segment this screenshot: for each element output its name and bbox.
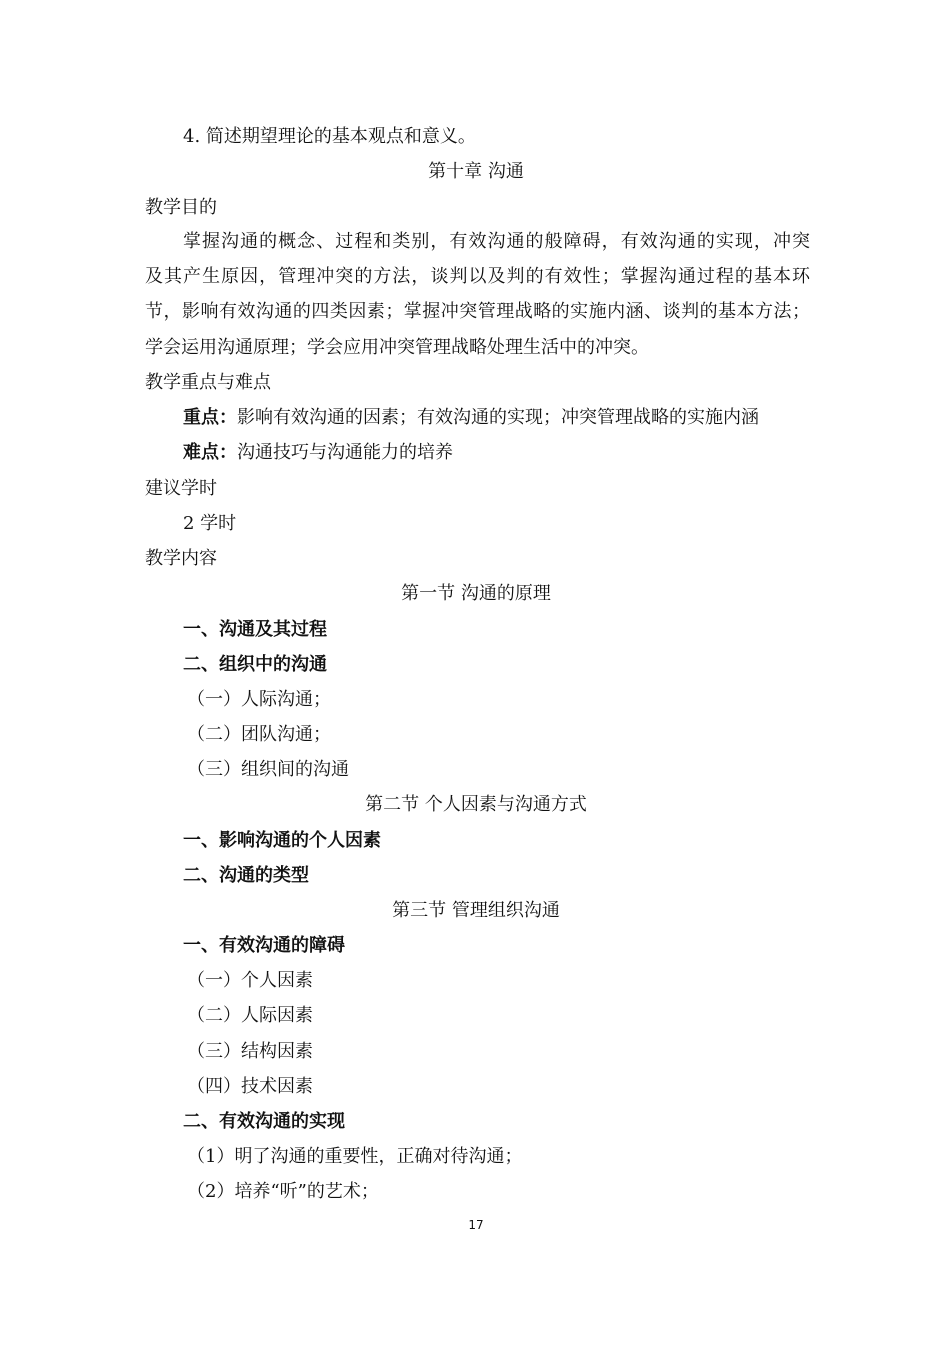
section-1-item-3: （三）组织间的沟通 [187, 759, 349, 780]
section-3-item-2: （二）人际因素 [187, 1005, 313, 1026]
section-2-title: 第二节 个人因素与沟通方式 [365, 794, 587, 815]
chapter-title: 第十章 沟通 [428, 161, 524, 182]
section-1-heading-2: 二、组织中的沟通 [183, 654, 327, 675]
key-point-line [183, 406, 759, 430]
section-1-title: 第一节 沟通的原理 [401, 583, 551, 604]
section-3-title: 第三节 管理组织沟通 [392, 900, 560, 921]
key-point-label: 重点： [183, 407, 237, 428]
key-point-text: 影响有效沟通的因素；有效沟通的实现；冲突管理战略的实施内涵 [237, 407, 759, 428]
objectives-line-1: 掌握沟通的概念、过程和类别，有效沟通的般障碍，有效沟通的实现，冲突 [183, 231, 810, 252]
heading-teaching-content: 教学内容 [145, 548, 217, 569]
section-3-numbered-2: （2）培养“听”的艺术； [187, 1181, 379, 1202]
objectives-line-3: 节，影响有效沟通的四类因素；掌握冲突管理战略的实施内涵、谈判的基本方法； [145, 301, 810, 323]
question-4: 4. 简述期望理论的基本观点和意义。 [183, 126, 476, 147]
section-1-item-2: （二）团队沟通； [187, 724, 331, 745]
section-2-heading-1: 一、影响沟通的个人因素 [183, 830, 381, 851]
heading-key-points: 教学重点与难点 [145, 372, 271, 393]
section-3-heading-2: 二、有效沟通的实现 [183, 1111, 345, 1132]
section-1-heading-1: 一、沟通及其过程 [183, 619, 327, 640]
section-3-numbered-1: （1）明了沟通的重要性，正确对待沟通； [187, 1146, 523, 1167]
difficulty-label: 难点： [183, 442, 237, 463]
objectives-line-4: 学会运用沟通原理；学会应用冲突管理战略处理生活中的冲突。 [145, 336, 649, 358]
section-3-item-1: （一）个人因素 [187, 970, 313, 991]
section-3-heading-1: 一、有效沟通的障碍 [183, 935, 345, 956]
difficulty-text: 沟通技巧与沟通能力的培养 [237, 442, 453, 463]
objectives-paragraph [145, 224, 810, 365]
suggested-hours: 2 学时 [183, 513, 237, 534]
objectives-line-2: 及其产生原因，管理冲突的方法，谈判以及判的有效性；掌握沟通过程的基本环 [145, 266, 810, 288]
heading-teaching-objectives: 教学目的 [145, 197, 217, 218]
heading-suggested-hours: 建议学时 [145, 478, 217, 499]
page-number: 17 [468, 1218, 484, 1232]
section-2-heading-2: 二、沟通的类型 [183, 865, 309, 886]
section-3-item-4: （四）技术因素 [187, 1076, 313, 1097]
difficulty-line [183, 441, 453, 465]
section-1-item-1: （一）人际沟通； [187, 689, 331, 710]
section-3-item-3: （三）结构因素 [187, 1041, 313, 1062]
